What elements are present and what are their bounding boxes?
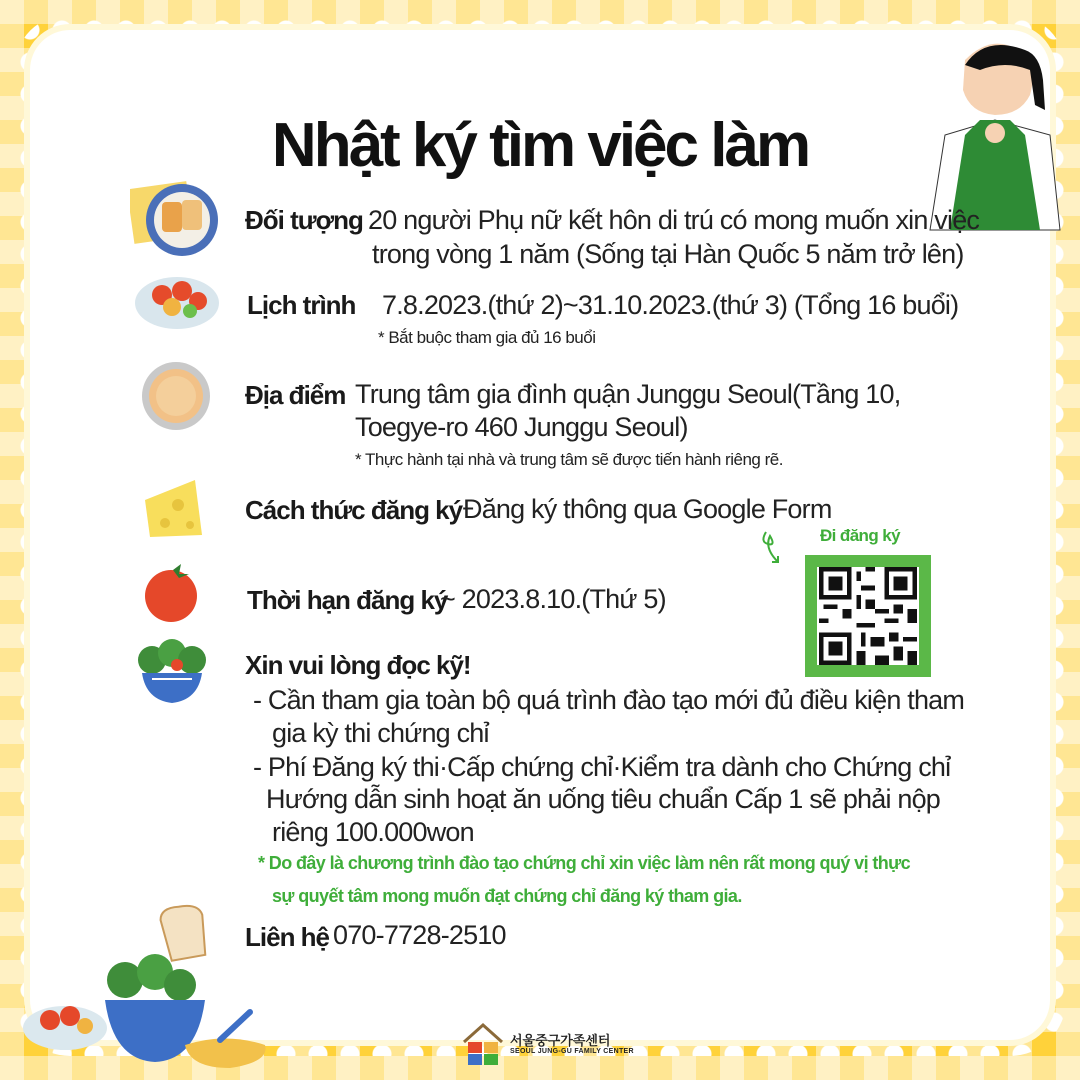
notice-green-line2: sự quyết tâm mong muốn đạt chứng chỉ đăng ký tham gia.	[272, 886, 742, 906]
center-name-en: SEOUL JUNG-GU FAMILY CENTER	[510, 1048, 634, 1055]
notice-item2-line2: Hướng dẫn sinh hoạt ăn uống tiêu chuẩn Cấp 1 sẽ phải nộp	[266, 784, 941, 814]
center-name-ko: 서울중구가족센터	[510, 1033, 611, 1048]
deadline-value: ~ 2023.8.10.(Thứ 5)	[440, 584, 666, 614]
method-label: Cách thức đăng ký	[245, 495, 463, 525]
salad-bowl-icon	[132, 275, 222, 335]
notice-item2-line1: - Phí Đăng ký thi·Cấp chứng chỉ·Kiểm tra dành cho Chứng chỉ	[253, 752, 951, 782]
schedule-value: 7.8.2023.(thứ 2)~31.10.2023.(thứ 3) (Tổng 16 buổi)	[382, 290, 959, 320]
contact-value: 070-7728-2510	[333, 920, 506, 950]
schedule-label: Lịch trình	[247, 290, 356, 320]
salad-bowl-blue-icon	[132, 635, 212, 710]
location-note: * Thực hành tại nhà và trung tâm sẽ được tiến hành riêng rẽ.	[355, 450, 783, 469]
target-line2: trong vòng 1 năm (Sống tại Hàn Quốc 5 năm trở lên)	[372, 239, 964, 269]
contact-label: Liên hệ	[245, 922, 330, 952]
soup-bowl-icon	[140, 360, 212, 432]
tomato-icon	[143, 562, 203, 624]
qr-code[interactable]	[805, 555, 931, 677]
location-label: Địa điểm	[245, 380, 346, 410]
notice-label: Xin vui lòng đọc kỹ!	[245, 650, 471, 680]
qr-code-pattern	[817, 567, 919, 665]
bread-plate-icon	[130, 180, 230, 260]
notice-item2-line3: riêng 100.000won	[272, 817, 474, 847]
location-line1: Trung tâm gia đình quận Junggu Seoul(Tầng 10,	[355, 379, 901, 409]
notice-item1-line1: - Cần tham gia toàn bộ quá trình đào tạo mới đủ điều kiện tham	[253, 685, 965, 715]
family-center-logo-icon	[462, 1022, 504, 1068]
food-illustration	[15, 950, 285, 1075]
target-label: Đối tượng	[245, 205, 363, 235]
arrow-icon	[758, 528, 788, 568]
deadline-label: Thời hạn đăng ký	[247, 585, 448, 615]
schedule-note: * Bắt buộc tham gia đủ 16 buổi	[378, 328, 596, 347]
target-line1: 20 người Phụ nữ kết hôn di trú có mong muốn xin việc	[368, 205, 980, 235]
cheese-icon	[140, 475, 210, 545]
notice-item1-line2: gia kỳ thi chứng chỉ	[272, 718, 489, 748]
notice-green-line1: * Do đây là chương trình đào tạo chứng chỉ xin việc làm nên rất mong quý vị thực	[258, 853, 911, 873]
page-title: Nhật ký tìm việc làm	[271, 111, 809, 180]
method-value: Đăng ký thông qua Google Form	[463, 494, 832, 524]
location-line2: Toegye-ro 460 Junggu Seoul)	[355, 412, 688, 442]
qr-label: Đi đăng ký	[820, 526, 900, 545]
